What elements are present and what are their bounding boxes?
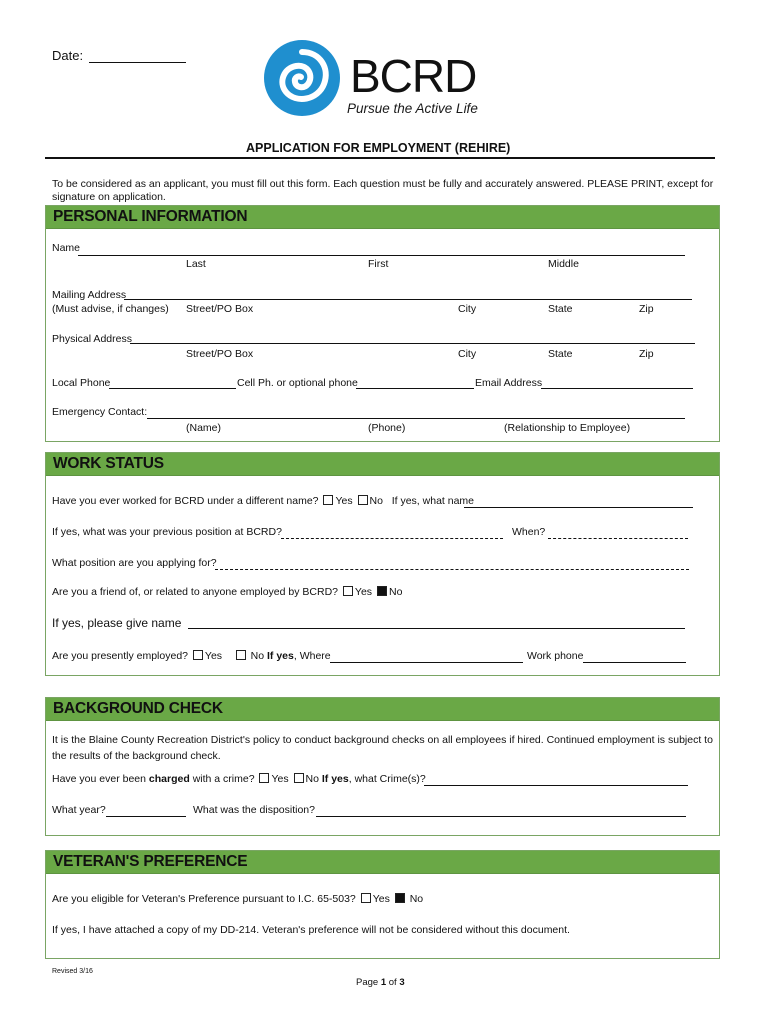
work-phone-field[interactable] — [583, 662, 686, 663]
middle-caption: Middle — [548, 258, 579, 270]
no-label: No — [369, 495, 383, 507]
title-rule — [45, 157, 715, 159]
logo-wordmark: BCRD — [350, 50, 477, 102]
no-label: No — [388, 586, 403, 598]
page-number: 1 — [380, 977, 387, 988]
city-caption: City — [458, 303, 477, 315]
state-caption: State — [548, 348, 573, 360]
yes-label: Yes — [354, 586, 373, 598]
q1-text-a: Have you ever been — [52, 773, 146, 785]
street-caption: Street/PO Box — [186, 348, 254, 360]
dd214-statement: If yes, I have attached a copy of my DD-214. Veteran's preference will not be considered without this document. — [52, 924, 570, 936]
background-q1 — [52, 773, 426, 785]
previous-position-label: If yes, what was your previous position at BCRD? — [52, 526, 282, 538]
em-name-caption: (Name) — [186, 422, 222, 434]
emergency-contact-label: Emergency Contact: — [52, 406, 148, 418]
name-field[interactable] — [78, 255, 685, 256]
page-indicator — [356, 977, 405, 988]
q1-text-c: with a crime? — [192, 773, 255, 785]
page-prefix: Page — [356, 977, 379, 988]
zip-caption: Zip — [639, 348, 654, 360]
no-checkbox[interactable] — [294, 773, 304, 783]
q1-ifyes-text: If yes, what name — [391, 495, 475, 507]
last-caption: Last — [186, 258, 206, 270]
physical-address-field[interactable] — [130, 343, 695, 344]
applying-position-label: What position are you applying for? — [52, 557, 217, 569]
section-title: BACKGROUND CHECK — [53, 700, 223, 717]
charged-bold: charged — [148, 773, 190, 785]
where-label: , Where — [293, 650, 331, 662]
em-relationship-caption: (Relationship to Employee) — [504, 422, 631, 434]
if-yes-bold: If yes — [267, 650, 294, 662]
work-phone-label: Work phone — [527, 650, 584, 662]
em-phone-caption: (Phone) — [368, 422, 406, 434]
when-label: When? — [512, 526, 546, 538]
work-q6 — [52, 650, 331, 662]
work-q4 — [52, 586, 402, 598]
year-field[interactable] — [106, 816, 186, 817]
date-label: Date: — [52, 48, 84, 63]
employer-where-field[interactable] — [330, 662, 523, 663]
local-phone-field[interactable] — [109, 388, 236, 389]
different-name-field[interactable] — [464, 507, 693, 508]
q4-text: Are you a friend of, or related to anyone employed by BCRD? — [52, 586, 338, 598]
no-label: No — [250, 650, 265, 662]
logo-tagline: Pursue the Active Life — [347, 101, 478, 116]
page-title: APPLICATION FOR EMPLOYMENT (REHIRE) — [246, 141, 511, 155]
intro-text: To be considered as an applicant, you must fill out this form. Each question must be fully and accurately answered. PLEASE PRINT, except for — [52, 178, 714, 190]
cell-phone-label: Cell Ph. or optional phone — [237, 377, 358, 389]
yes-checkbox[interactable] — [361, 893, 371, 903]
zip-caption: Zip — [639, 303, 654, 315]
section-title: WORK STATUS — [53, 455, 164, 472]
no-label: No — [305, 773, 319, 785]
physical-address-label: Physical Address — [52, 333, 132, 345]
q1-text: Are you eligible for Veteran's Preference pursuant to I.C. 65-503? — [52, 893, 356, 905]
city-caption: City — [458, 348, 477, 360]
yes-checkbox[interactable] — [343, 586, 353, 596]
relative-name-field[interactable] — [188, 628, 685, 629]
revised-note: Revised 3/16 — [52, 968, 93, 975]
background-policy-text-2: the results of the background check. — [52, 750, 221, 762]
yes-label: Yes — [335, 495, 353, 507]
q6-text: Are you presently employed? — [52, 650, 188, 662]
veteran-q1 — [52, 893, 423, 905]
q1-text: Have you ever worked for BCRD under a different name? — [52, 495, 319, 507]
what-crimes-label: , what Crime(s)? — [348, 773, 426, 785]
background-policy-text: It is the Blaine County Recreation District's policy to conduct background checks on all employees if hired. Continued employment is subject to — [52, 734, 713, 746]
section-header — [46, 206, 719, 229]
when-field[interactable] — [548, 538, 688, 539]
bcrd-swirl-logo-icon — [262, 38, 342, 118]
emergency-contact-field[interactable] — [147, 418, 685, 419]
yes-checkbox[interactable] — [193, 650, 203, 660]
section-title: VETERAN'S PREFERENCE — [53, 853, 248, 870]
local-phone-label: Local Phone — [52, 377, 111, 389]
page-total: 3 — [399, 977, 405, 988]
email-label: Email Address — [475, 377, 543, 389]
name-label: Name — [52, 242, 81, 254]
no-checkbox[interactable] — [236, 650, 246, 660]
first-caption: First — [368, 258, 389, 270]
section-title: PERSONAL INFORMATION — [53, 208, 248, 225]
email-field[interactable] — [541, 388, 693, 389]
yes-checkbox[interactable] — [259, 773, 269, 783]
yes-label: Yes — [204, 650, 223, 662]
section-header — [46, 698, 719, 721]
state-caption: State — [548, 303, 573, 315]
intro-text-2: signature on application. — [52, 191, 166, 203]
work-q1 — [52, 495, 474, 507]
applying-position-field[interactable] — [215, 569, 689, 570]
if-yes-bold: If yes — [321, 773, 349, 785]
date-field[interactable] — [89, 62, 186, 63]
section-header — [46, 453, 719, 476]
cell-phone-field[interactable] — [356, 388, 474, 389]
no-checkbox-checked[interactable] — [377, 586, 387, 596]
street-caption: Street/PO Box — [186, 303, 254, 315]
crimes-field[interactable] — [424, 785, 688, 786]
what-year-label: What year? — [52, 804, 106, 816]
mailing-note: (Must advise, if changes) — [52, 303, 169, 315]
section-header — [46, 851, 719, 874]
no-label: No — [409, 893, 424, 905]
mailing-address-label: Mailing Address — [52, 289, 127, 301]
no-checkbox[interactable] — [358, 495, 368, 505]
yes-label: Yes — [372, 893, 390, 905]
page-of: of — [388, 977, 397, 988]
yes-checkbox[interactable] — [323, 495, 333, 505]
previous-position-field[interactable] — [281, 538, 503, 539]
no-checkbox-checked[interactable] — [395, 893, 405, 903]
yes-label: Yes — [271, 773, 289, 785]
disposition-field[interactable] — [316, 816, 686, 817]
relative-name-label: If yes, please give name — [52, 616, 182, 630]
mailing-address-field[interactable] — [124, 299, 692, 300]
disposition-label: What was the disposition? — [193, 804, 315, 816]
